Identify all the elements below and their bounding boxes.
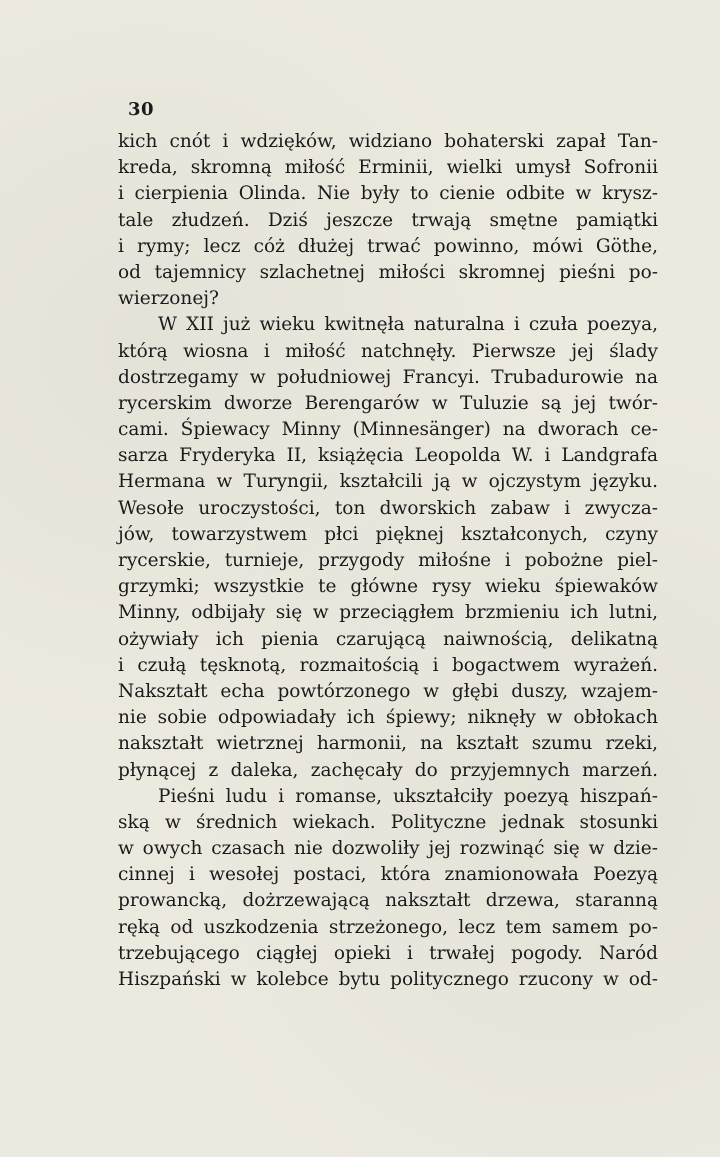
body-text: [118, 129, 658, 993]
text-line: płynącej z daleka, zachęcały do przyjemnych marzeń.: [118, 759, 658, 781]
text-line: tale złudzeń. Dziś jeszcze trwają smętne pamiątki: [118, 209, 658, 231]
text-line: kreda, skromną miłość Erminii, wielki umysł Sofronii: [118, 157, 658, 179]
text-line: od tajemnicy szlachetnej miłości skromnej pieśni po-: [118, 261, 658, 283]
text-line: sarza Fryderyka II, książęcia Leopolda W. i Landgrafa: [118, 445, 658, 467]
text-line: jów, towarzystwem płci pięknej kształconych, czyny: [118, 523, 658, 545]
text-line: wierzonej?: [118, 288, 219, 310]
text-line: w owych czasach nie dozwoliły jej rozwinąć się w dzie-: [118, 838, 658, 860]
text-line: nakształt wietrznej harmonii, na kształt szumu rzeki,: [118, 733, 658, 755]
text-line: kich cnót i wdzięków, widziano bohaterski zapał Tan-: [118, 131, 658, 152]
text-line: Hermana w Turyngii, kształcili ją w ojczystym języku.: [118, 471, 658, 493]
text-line: nie sobie odpowiadały ich śpiewy; niknęły w obłokach: [118, 707, 658, 729]
text-line: prowancką, dożrzewającą nakształt drzewa, staranną: [118, 890, 658, 912]
text-line: Wesołe uroczystości, ton dworskich zabaw i zwycza-: [118, 497, 658, 519]
text-line: ożywiały ich pienia czarującą naiwnością, delikatną: [118, 628, 658, 650]
text-line: ręką od uszkodzenia strzeżonego, lecz tem samem po-: [118, 916, 658, 938]
text-line: i rymy; lecz cóż dłużej trwać powinno, mówi Göthe,: [118, 235, 658, 257]
text-line: Minny, odbijały się w przeciągłem brzmieniu ich lutni,: [118, 602, 658, 624]
text-line: Nakształt echa powtórzonego w głębi duszy, wzajem-: [118, 680, 658, 702]
text-line: którą wiosna i miłość natchnęły. Pierwsze jej ślady: [118, 340, 658, 362]
page-number: 30: [128, 99, 155, 120]
text-line: cinnej i wesołej postaci, która znamionowała Poezyą: [118, 864, 658, 886]
text-line: Hiszpański w kolebce bytu politycznego rzucony w od-: [118, 969, 658, 990]
text-line: grzymki; wszystkie te główne rysy wieku śpiewaków: [118, 576, 658, 598]
text-line: ską w średnich wiekach. Polityczne jednak stosunki: [118, 811, 658, 833]
text-line: i czułą tęsknotą, rozmaitością i bogactwem wyrażeń.: [118, 654, 658, 676]
paragraph-start-line: W XII już wieku kwitnęła naturalna i czuła poezya,: [158, 314, 658, 336]
text-line: rycerskie, turnieje, przygody miłośne i pobożne piel-: [118, 550, 658, 571]
text-line: rycerskim dworze Berengarów w Tuluzie są jej twór-: [118, 392, 658, 414]
text-line: trzebującego ciągłej opieki i trwałej pogody. Naród: [118, 942, 658, 964]
paragraph-start-line: Pieśni ludu i romanse, ukształciły poezyą hiszpań-: [158, 785, 658, 807]
text-line: cami. Śpiewacy Minny (Minnesänger) na dworach ce-: [118, 419, 658, 441]
text-line: dostrzegamy w południowej Francyi. Trubadurowie na: [118, 366, 658, 388]
text-line: i cierpienia Olinda. Nie były to cienie odbite w krysz-: [118, 183, 658, 205]
